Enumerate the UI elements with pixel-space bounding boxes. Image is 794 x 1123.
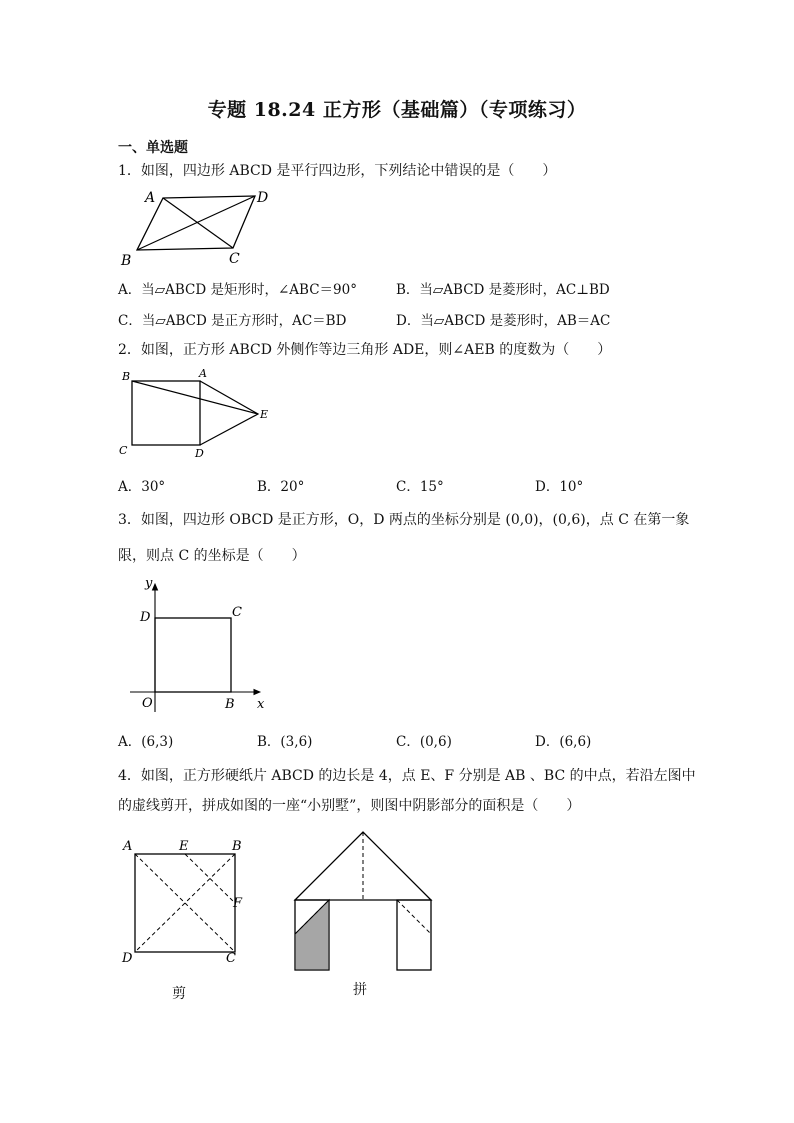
q2-option-a[interactable]: A．30° xyxy=(118,479,166,495)
q4-label-b: B xyxy=(232,839,242,854)
q1-label-d: D xyxy=(257,190,269,206)
q1-label-a: A xyxy=(145,190,156,206)
q2-option-c[interactable]: C．15° xyxy=(396,479,444,495)
q4-label-a: A xyxy=(123,839,133,854)
q1-stem: 1．如图，四边形 ABCD 是平行四边形，下列结论中错误的是（ ） xyxy=(118,163,557,179)
q2-label-b: B xyxy=(122,370,131,383)
q3-label-y: y xyxy=(145,576,153,591)
q2-label-c: C xyxy=(119,444,128,457)
q2-option-b[interactable]: B．20° xyxy=(257,479,305,495)
q1-parallelogram-figure xyxy=(115,186,275,270)
q3-label-x: x xyxy=(257,697,265,712)
q1-option-c[interactable]: C．当▱ABCD 是正方形时，AC＝BD xyxy=(118,313,347,329)
q3-stem-line-1: 3．如图，四边形 OBCD 是正方形，O，D 两点的坐标分别是 (0,0)，(0,6)，点 C 在第一象 xyxy=(118,512,690,528)
q4-label-c: C xyxy=(226,951,236,966)
q4-caption-cut: 剪 xyxy=(172,986,186,1002)
q4-stem-line-2: 的虚线剪开，拼成如图的一座“小别墅”，则图中阴影部分的面积是（ ） xyxy=(118,798,581,814)
q2-option-d[interactable]: D．10° xyxy=(535,479,584,495)
q3-option-c[interactable]: C．(0,6) xyxy=(396,734,452,750)
q3-label-o: O xyxy=(142,696,153,711)
q4-label-e: E xyxy=(179,839,189,854)
q3-label-c: C xyxy=(232,605,242,620)
q3-coordinate-figure xyxy=(120,572,280,720)
q2-stem: 2．如图，正方形 ABCD 外侧作等边三角形 ADE，则∠AEB 的度数为（ ） xyxy=(118,342,612,358)
q1-option-d[interactable]: D．当▱ABCD 是菱形时，AB＝AC xyxy=(396,313,611,329)
q3-option-d[interactable]: D．(6,6) xyxy=(535,734,592,750)
q4-label-d: D xyxy=(122,951,133,966)
q2-label-d: D xyxy=(195,447,204,460)
section-heading: 一、单选题 xyxy=(118,140,188,156)
q1-label-b: B xyxy=(121,253,132,269)
q2-square-triangle-figure xyxy=(115,366,275,462)
q1-option-b[interactable]: B．当▱ABCD 是菱形时，AC⊥BD xyxy=(396,282,610,298)
q4-caption-assemble: 拼 xyxy=(353,982,367,998)
q3-stem-line-2: 限，则点 C 的坐标是（ ） xyxy=(118,548,306,564)
q3-option-a[interactable]: A．(6,3) xyxy=(118,734,174,750)
q3-label-d: D xyxy=(140,610,151,625)
q2-label-a: A xyxy=(199,367,207,380)
q3-option-b[interactable]: B．(3,6) xyxy=(257,734,313,750)
q4-villa-figure xyxy=(285,826,445,976)
q1-label-c: C xyxy=(229,251,240,267)
q4-cut-square-figure xyxy=(115,834,255,966)
page-title: 专题 18.24 正方形（基础篇）（专项练习） xyxy=(207,99,587,121)
q1-option-a[interactable]: A．当▱ABCD 是矩形时，∠ABC＝90° xyxy=(118,282,357,298)
q3-label-b: B xyxy=(225,697,235,712)
q4-stem-line-1: 4．如图，正方形硬纸片 ABCD 的边长是 4，点 E、F 分别是 AB 、BC 的中点，若沿左图中 xyxy=(118,768,696,784)
q2-label-e: E xyxy=(260,408,269,421)
q4-label-f: F xyxy=(233,896,243,911)
